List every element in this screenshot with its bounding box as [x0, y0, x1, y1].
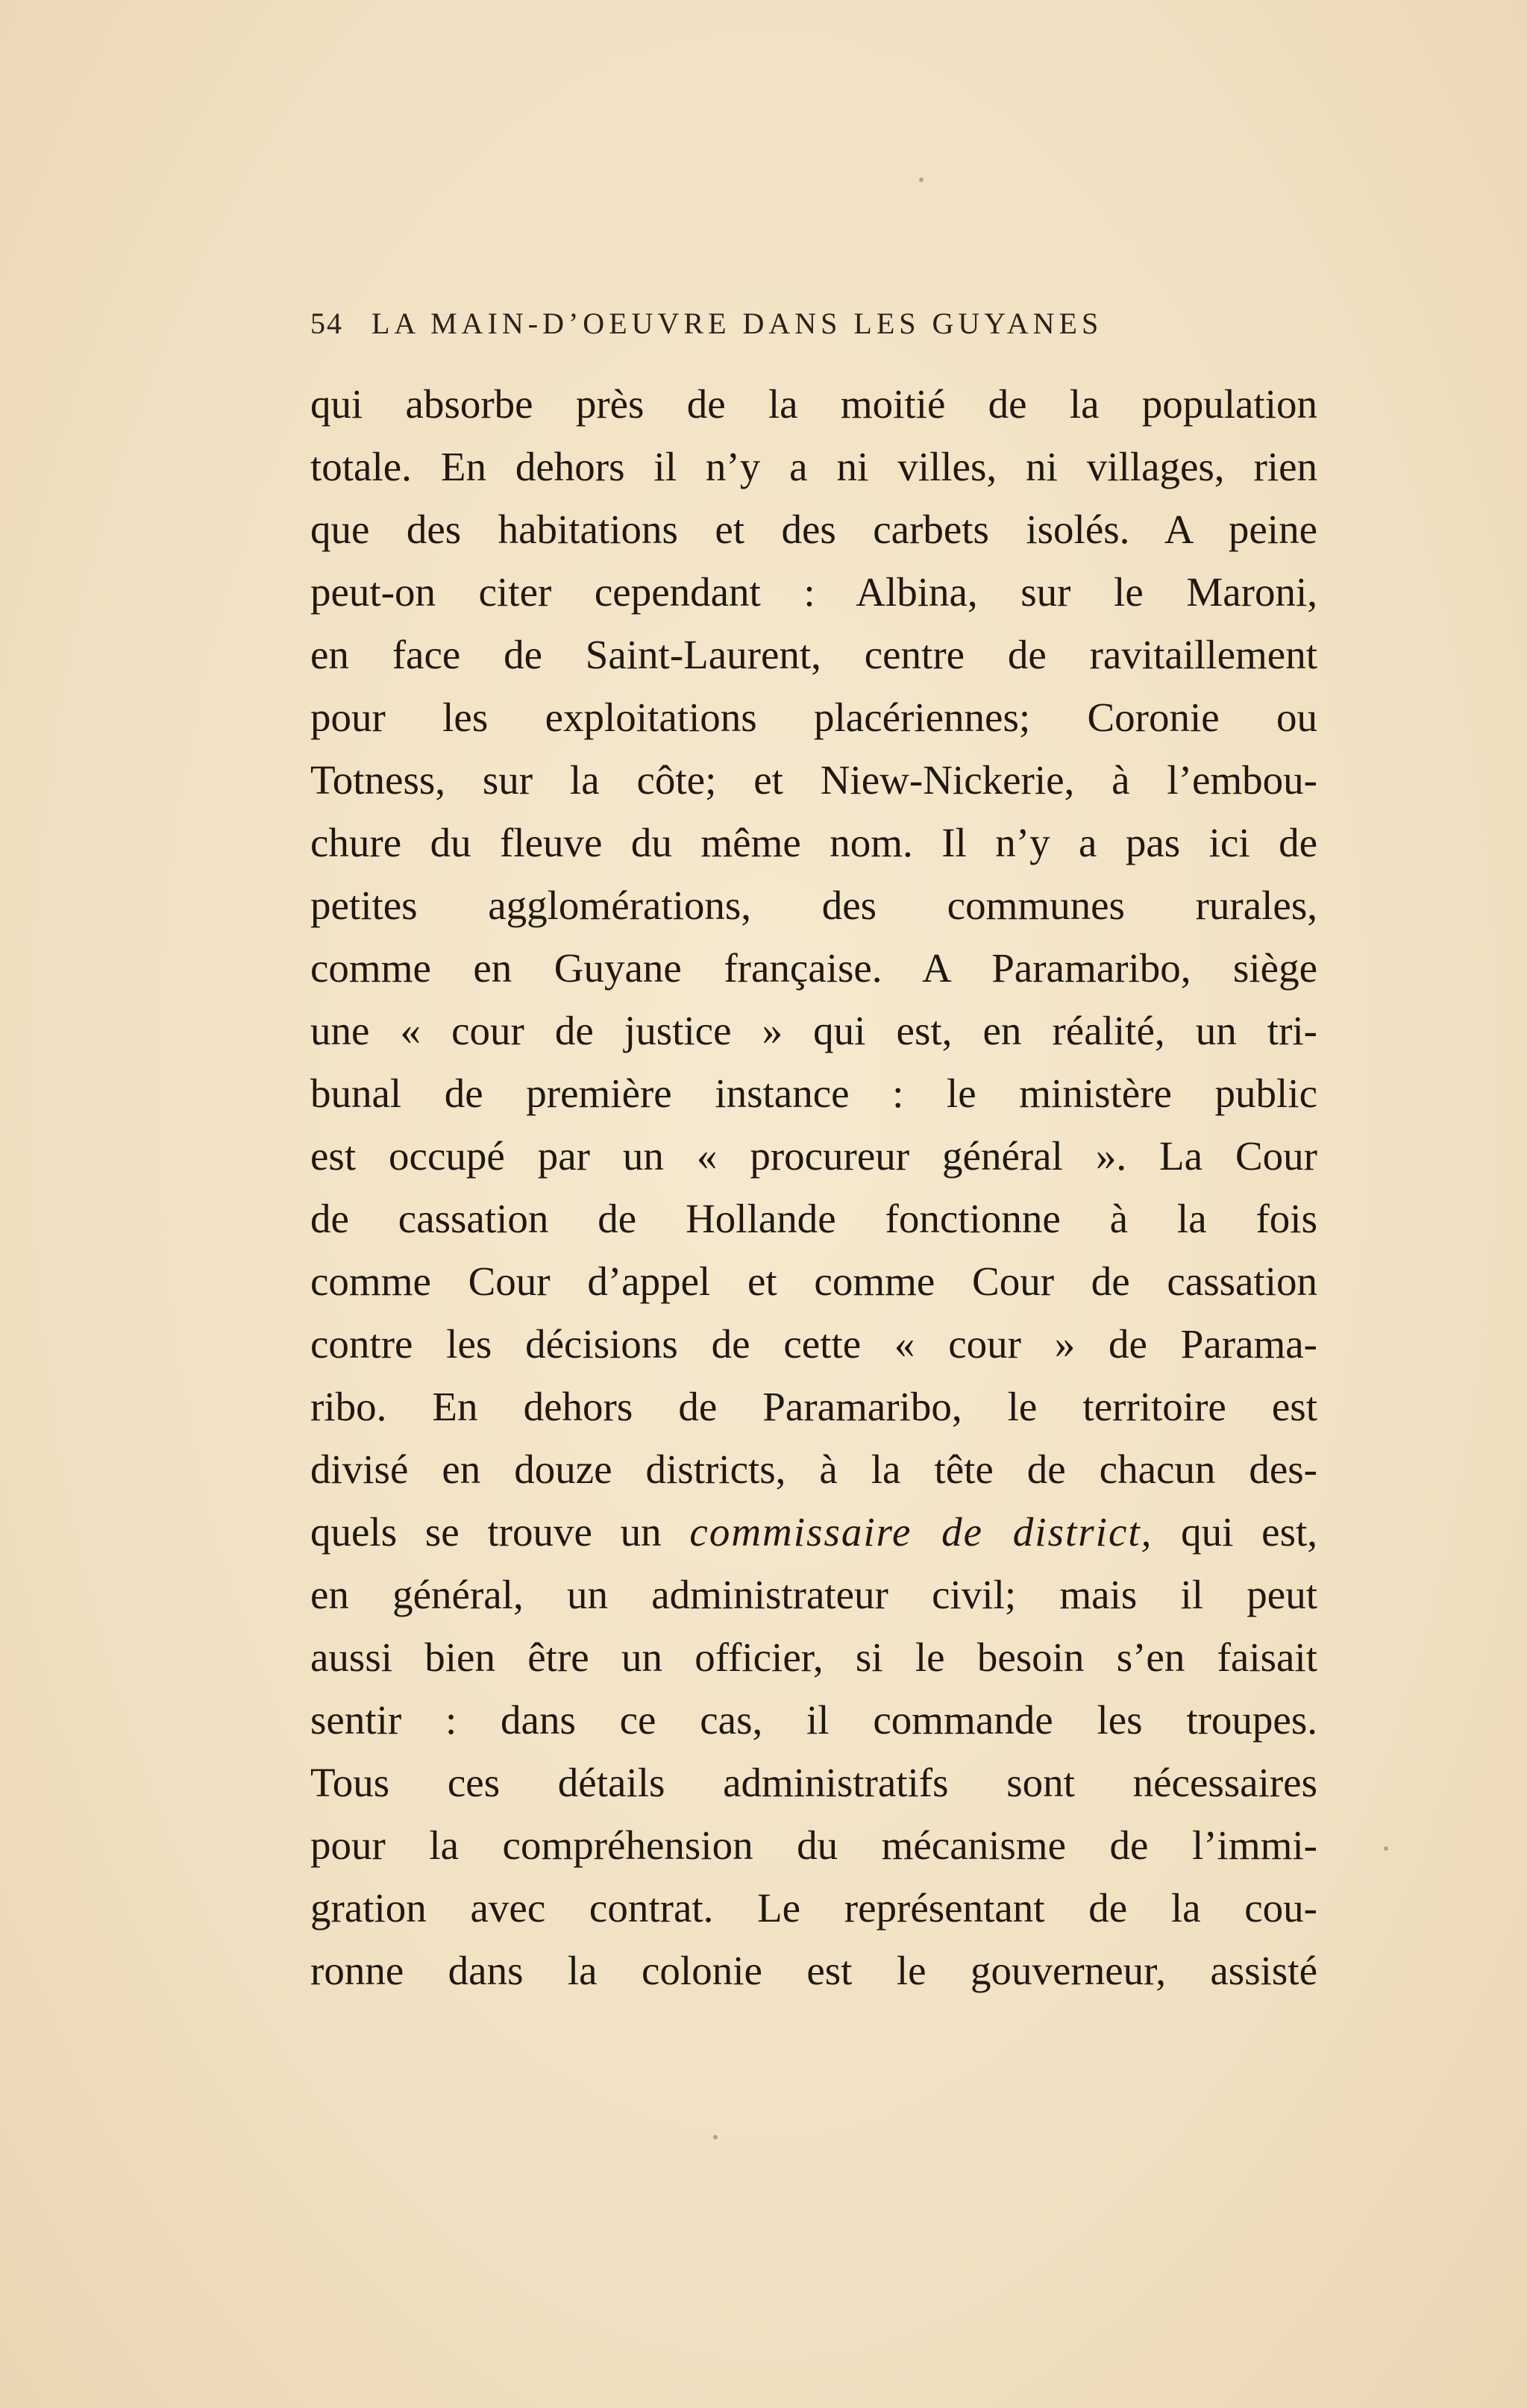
text-line: sentir : dans ce cas, il commande les troupes.: [310, 1697, 1317, 1743]
text-line: en général, un administrateur civil; mais il peut: [310, 1572, 1317, 1617]
paper-speck: [1384, 1846, 1388, 1851]
text-line: comme en Guyane française. A Paramaribo, siège: [310, 945, 1317, 991]
text-line: Totness, sur la côte; et Niew-Nickerie, à l’embou-: [310, 757, 1317, 803]
text-line: comme Cour d’appel et comme Cour de cassation: [310, 1258, 1317, 1304]
text-line: peut-on citer cependant : Albina, sur le Maroni,: [310, 569, 1317, 615]
text-line: gration avec contrat. Le représentant de la cou-: [310, 1885, 1317, 1931]
running-header: [310, 306, 1273, 341]
text-line: une « cour de justice » qui est, en réalité, un tri-: [310, 1008, 1317, 1053]
paper-speck: [713, 2135, 718, 2139]
text-line: est occupé par un « procureur général ». La Cour: [310, 1133, 1317, 1179]
text-line: ronne dans la colonie est le gouverneur, assisté: [310, 1948, 1317, 1993]
text-line: contre les décisions de cette « cour » de Parama-: [310, 1321, 1317, 1367]
text-fragment: quels se trouve un: [310, 1509, 662, 1555]
paper-speck: [919, 178, 924, 182]
text-line: bunal de première instance : le ministère public: [310, 1070, 1317, 1116]
text-line: qui absorbe près de la moitié de la population: [310, 381, 1317, 427]
text-line: aussi bien être un officier, si le besoin s’en faisait: [310, 1634, 1317, 1680]
text-line: chure du fleuve du même nom. Il n’y a pas ici de: [310, 820, 1317, 865]
text-line: divisé en douze districts, à la tête de chacun des-: [310, 1446, 1317, 1492]
text-line: ribo. En dehors de Paramaribo, le territoire est: [310, 1384, 1317, 1429]
text-line: que des habitations et des carbets isolés. A peine: [310, 507, 1317, 552]
text-fragment: qui est,: [1181, 1509, 1318, 1555]
text-line: petites agglomérations, des communes rurales,: [310, 882, 1317, 928]
text-line: totale. En dehors il n’y a ni villes, ni villages, rien: [310, 444, 1317, 489]
body-text: [310, 373, 1317, 2002]
italic-term: commissaire de district,: [689, 1509, 1153, 1555]
text-line: pour la compréhension du mécanisme de l’immi-: [310, 1822, 1317, 1868]
text-line: en face de Saint-Laurent, centre de ravitaillement: [310, 632, 1317, 677]
text-line: de cassation de Hollande fonctionne à la fois: [310, 1196, 1317, 1241]
text-line: pour les exploitations placériennes; Coronie ou: [310, 695, 1317, 740]
page-number: 54: [310, 307, 343, 340]
text-line: Tous ces détails administratifs sont nécessaires: [310, 1760, 1317, 1805]
running-title: LA MAIN-D’OEUVRE DANS LES GUYANES: [371, 307, 1103, 340]
text-line-mixed: [310, 1501, 1317, 1564]
